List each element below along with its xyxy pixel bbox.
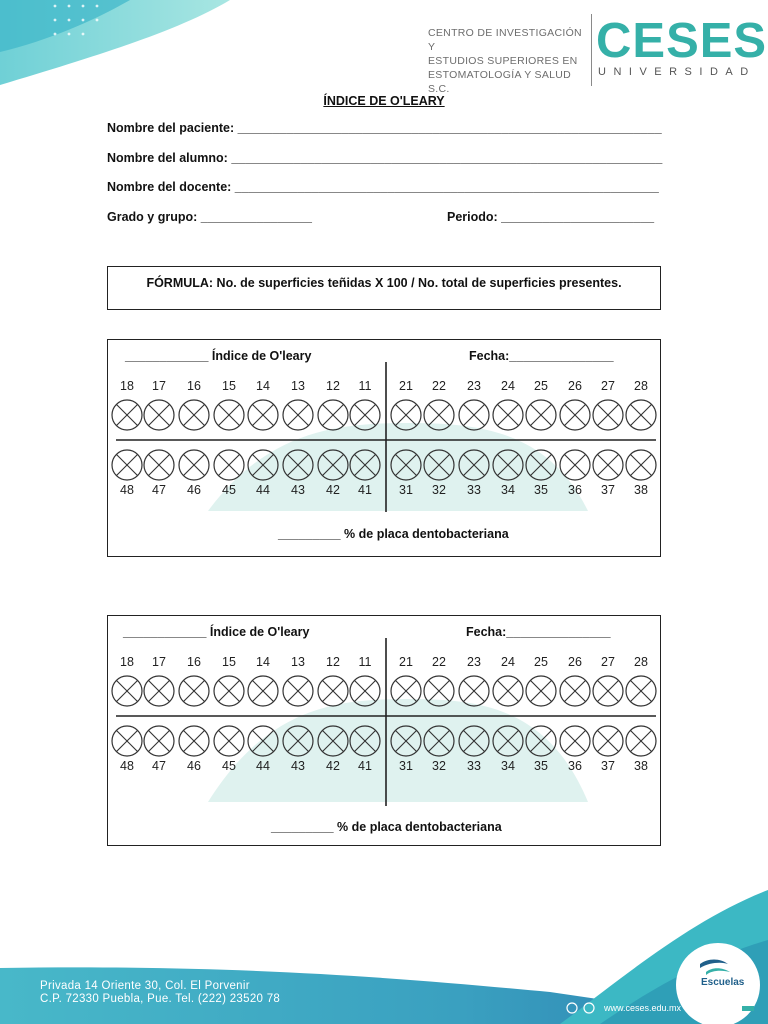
- tooth-surface[interactable]: [179, 676, 209, 706]
- tooth-number-upper: 28: [634, 379, 648, 393]
- institution-line: ESTOMATOLOGÍA Y SALUD S.C.: [428, 69, 572, 95]
- index-label[interactable]: ____________ Índice de O'leary: [123, 625, 310, 639]
- tooth-number-upper: 18: [120, 379, 134, 393]
- tooth-number-upper: 16: [187, 655, 201, 669]
- tooth-number-lower: 45: [222, 483, 236, 497]
- tooth-surface[interactable]: [248, 400, 278, 430]
- period-field[interactable]: Periodo: ______________________: [447, 210, 655, 224]
- tooth-number-upper: 13: [291, 655, 305, 669]
- index-label[interactable]: ____________ Índice de O'leary: [125, 349, 312, 363]
- tooth-surface[interactable]: [248, 676, 278, 706]
- tooth-surface[interactable]: [318, 676, 348, 706]
- tooth-number-lower: 34: [501, 759, 515, 773]
- tooth-number-upper: 14: [256, 379, 270, 393]
- tooth-number-upper: 21: [399, 379, 413, 393]
- tooth-number-lower: 47: [152, 759, 166, 773]
- institution-name: [428, 26, 588, 96]
- tooth-number-lower: 33: [467, 759, 481, 773]
- tooth-number-upper: 23: [467, 655, 481, 669]
- tooth-number-upper: 25: [534, 655, 548, 669]
- document-title: ÍNDICE DE O'LEARY: [323, 94, 445, 108]
- tooth-number-upper: 22: [432, 655, 446, 669]
- tooth-number-upper: 15: [222, 379, 236, 393]
- tooth-surface[interactable]: [493, 400, 523, 430]
- tooth-surface[interactable]: [459, 676, 489, 706]
- tooth-surface[interactable]: [283, 676, 313, 706]
- tooth-surface[interactable]: [526, 400, 556, 430]
- tooth-number-lower: 31: [399, 483, 413, 497]
- tooth-surface[interactable]: [626, 450, 656, 480]
- tooth-number-lower: 36: [568, 483, 582, 497]
- tooth-surface[interactable]: [179, 450, 209, 480]
- tooth-surface[interactable]: [593, 450, 623, 480]
- tooth-number-lower: 48: [120, 483, 134, 497]
- tooth-number-lower: 42: [326, 759, 340, 773]
- tooth-surface[interactable]: [593, 400, 623, 430]
- tooth-surface[interactable]: [179, 726, 209, 756]
- tooth-surface[interactable]: [560, 676, 590, 706]
- tooth-number-upper: 24: [501, 379, 515, 393]
- tooth-number-lower: 43: [291, 483, 305, 497]
- tooth-number-upper: 21: [399, 655, 413, 669]
- logo-ceses: CESES: [596, 14, 768, 68]
- tooth-surface[interactable]: [112, 400, 142, 430]
- tooth-number-lower: 32: [432, 759, 446, 773]
- tooth-number-upper: 28: [634, 655, 648, 669]
- tooth-number-upper: 23: [467, 379, 481, 393]
- tooth-number-upper: 11: [358, 655, 372, 669]
- tooth-surface[interactable]: [214, 400, 244, 430]
- tooth-surface[interactable]: [626, 400, 656, 430]
- tooth-number-lower: 41: [358, 759, 372, 773]
- footer-website[interactable]: www.ceses.edu.mx: [604, 1003, 682, 1013]
- tooth-number-lower: 46: [187, 759, 201, 773]
- tooth-number-upper: 15: [222, 655, 236, 669]
- tooth-number-lower: 43: [291, 759, 305, 773]
- tooth-surface[interactable]: [144, 676, 174, 706]
- institution-line: CENTRO DE INVESTIGACIÓN Y: [428, 27, 582, 53]
- logo-universidad: UNIVERSIDAD: [598, 66, 756, 78]
- tooth-number-lower: 38: [634, 483, 648, 497]
- teacher-name-field[interactable]: Nombre del docente: _____________________________________________________________: [107, 180, 659, 194]
- tooth-surface[interactable]: [593, 676, 623, 706]
- institution-line: ESTUDIOS SUPERIORES EN: [428, 55, 578, 67]
- tooth-surface[interactable]: [626, 676, 656, 706]
- address-line: Privada 14 Oriente 30, Col. El Porvenir: [40, 980, 250, 992]
- tooth-number-lower: 44: [256, 759, 270, 773]
- formula-box: [107, 266, 661, 310]
- tooth-surface[interactable]: [283, 400, 313, 430]
- tooth-surface[interactable]: [560, 400, 590, 430]
- plaque-percent-label[interactable]: _________ % de placa dentobacteriana: [278, 527, 509, 541]
- tooth-surface[interactable]: [526, 676, 556, 706]
- tooth-surface[interactable]: [214, 676, 244, 706]
- tooth-surface[interactable]: [560, 450, 590, 480]
- tooth-number-upper: 27: [601, 655, 615, 669]
- tooth-surface[interactable]: [626, 726, 656, 756]
- formula-text: FÓRMULA: No. de superficies teñidas X 100 / No. total de superficies presentes.: [146, 276, 622, 290]
- tooth-surface[interactable]: [144, 726, 174, 756]
- tooth-number-lower: 42: [326, 483, 340, 497]
- tooth-number-upper: 26: [568, 379, 582, 393]
- tooth-surface[interactable]: [493, 676, 523, 706]
- tooth-surface[interactable]: [560, 726, 590, 756]
- tooth-number-upper: 24: [501, 655, 515, 669]
- tooth-surface[interactable]: [112, 676, 142, 706]
- teeth-diagram: [108, 340, 662, 558]
- tooth-number-lower: 36: [568, 759, 582, 773]
- tooth-number-lower: 46: [187, 483, 201, 497]
- tooth-number-upper: 12: [326, 379, 340, 393]
- tooth-surface[interactable]: [144, 400, 174, 430]
- tooth-number-lower: 37: [601, 483, 615, 497]
- tooth-number-upper: 27: [601, 379, 615, 393]
- tooth-surface[interactable]: [112, 726, 142, 756]
- tooth-number-lower: 31: [399, 759, 413, 773]
- tooth-number-lower: 32: [432, 483, 446, 497]
- tooth-number-lower: 37: [601, 759, 615, 773]
- tooth-number-lower: 38: [634, 759, 648, 773]
- tooth-number-upper: 22: [432, 379, 446, 393]
- tooth-number-upper: 13: [291, 379, 305, 393]
- address-line: C.P. 72330 Puebla, Pue. Tel. (222) 23520 78: [40, 993, 281, 1005]
- tooth-surface[interactable]: [459, 400, 489, 430]
- header-divider: [591, 14, 592, 86]
- tooth-number-lower: 47: [152, 483, 166, 497]
- tooth-number-lower: 44: [256, 483, 270, 497]
- tooth-number-lower: 33: [467, 483, 481, 497]
- tooth-number-upper: 17: [152, 655, 166, 669]
- tooth-surface[interactable]: [179, 400, 209, 430]
- date-label[interactable]: Fecha:_______________: [469, 349, 614, 363]
- schools-badge: Escuelas: [701, 977, 745, 988]
- tooth-number-upper: 18: [120, 655, 134, 669]
- tooth-surface[interactable]: [593, 726, 623, 756]
- teeth-diagram: [108, 616, 662, 847]
- tooth-number-upper: 25: [534, 379, 548, 393]
- student-name-field[interactable]: Nombre del alumno: ______________________________________________________________: [107, 151, 663, 165]
- tooth-number-upper: 14: [256, 655, 270, 669]
- plaque-percent-label[interactable]: _________ % de placa dentobacteriana: [271, 820, 502, 834]
- tooth-number-upper: 16: [187, 379, 201, 393]
- footer-address: [40, 980, 280, 1006]
- oleary-chart-1: [107, 339, 661, 557]
- tooth-surface[interactable]: [112, 450, 142, 480]
- tooth-number-upper: 12: [326, 655, 340, 669]
- oleary-chart-2: [107, 615, 661, 846]
- tooth-number-upper: 26: [568, 655, 582, 669]
- tooth-number-upper: 11: [358, 379, 372, 393]
- tooth-surface[interactable]: [144, 450, 174, 480]
- tooth-number-lower: 41: [358, 483, 372, 497]
- tooth-number-lower: 45: [222, 759, 236, 773]
- grade-group-field[interactable]: Grado y grupo: ________________: [107, 210, 312, 224]
- tooth-number-lower: 35: [534, 483, 548, 497]
- tooth-number-lower: 48: [120, 759, 134, 773]
- tooth-number-lower: 35: [534, 759, 548, 773]
- patient-name-field[interactable]: Nombre del paciente: _____________________________________________________________: [107, 121, 662, 135]
- tooth-number-lower: 34: [501, 483, 515, 497]
- tooth-surface[interactable]: [318, 400, 348, 430]
- date-label[interactable]: Fecha:_______________: [466, 625, 611, 639]
- tooth-number-upper: 17: [152, 379, 166, 393]
- tooth-surface[interactable]: [214, 450, 244, 480]
- header-decoration: [0, 0, 240, 90]
- tooth-surface[interactable]: [214, 726, 244, 756]
